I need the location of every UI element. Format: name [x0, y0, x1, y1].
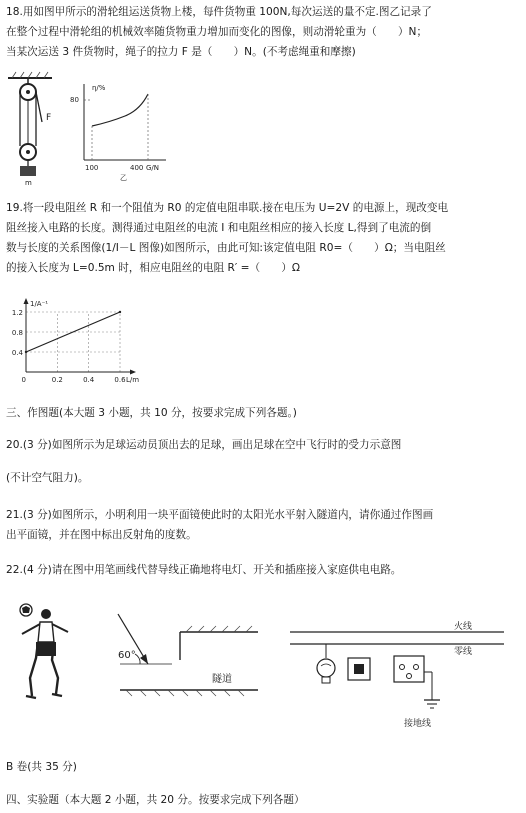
data-point — [25, 351, 27, 353]
q20-line-1: 20.(3 分)如图所示为足球运动员顶出去的足球，画出足球在空中飞行时的受力示意图 — [6, 439, 402, 451]
x-axis-arrow — [130, 370, 136, 375]
y-tick-label: 0.4 — [11, 349, 23, 357]
player-torso — [38, 622, 54, 642]
y-tick-80: 80 — [70, 96, 79, 104]
q20-text-2 — [6, 468, 518, 488]
q22-figure-circuit — [290, 620, 504, 732]
q19-line-1: 19.将一段电阻丝 R 和一个阻值为 R0 的定值电阻串联.接在电压为 U=2V 的电源上，现改变电 — [6, 202, 449, 214]
q20-text — [6, 435, 518, 455]
efficiency-curve — [92, 94, 148, 126]
q18-line-2: 在整个过程中滑轮组的机械效率随货物重力增加而变化的图像，则动滑轮重为（ ）N； — [6, 26, 428, 38]
section-4-title — [6, 790, 518, 810]
q19-text — [6, 198, 518, 278]
y-axis-label: 1/A⁻¹ — [30, 300, 49, 308]
x-tick-400: 400 — [130, 164, 144, 172]
live-wire-label: 火线 — [454, 622, 473, 632]
section-3-title — [6, 403, 518, 423]
y-axis-label: η/% — [92, 84, 106, 92]
q20-figure-soccer-player — [8, 598, 80, 706]
q18-line-3: 当某次运送 3 件货物时，绳子的拉力 F 是（ ）N。(不考虑绳重和摩擦) — [6, 46, 356, 58]
q21-figure-tunnel — [110, 614, 260, 714]
x-tick-label: 0.4 — [83, 376, 95, 384]
figure-caption-yi: 乙 — [120, 174, 127, 182]
q18-text — [6, 2, 518, 62]
q18-line-1: 18.用如图甲所示的滑轮组运送货物上楼，每件货物重 100N,每次运送的量不定.图乙记录了 — [6, 6, 432, 18]
q22-text — [6, 560, 518, 580]
q19-line-4: 的接入长度为 L=0.5m 时，相应电阻丝的电阻 R′ =（ ）Ω — [6, 262, 301, 274]
angle-label: 60° — [118, 650, 136, 661]
weight-label: m — [25, 179, 32, 187]
data-line-series-0 — [26, 312, 120, 352]
x-axis-label: G/N — [146, 164, 160, 172]
pull-rope — [36, 92, 42, 122]
x-tick-label: 0 — [21, 376, 26, 384]
q18-figure-pulley — [4, 72, 64, 187]
b-volume-label — [6, 757, 518, 777]
q21-line-2: 出平面镜，并在图中标出反射角的度数。 — [6, 529, 197, 541]
x-axis-label: L/m — [126, 376, 140, 384]
cargo-weight — [20, 166, 36, 176]
y-axis-arrow — [24, 298, 29, 304]
neutral-wire-label: 零线 — [454, 647, 473, 657]
b-volume-text: B 卷(共 35 分) — [6, 761, 77, 773]
q21-text — [6, 505, 518, 545]
player-head — [41, 609, 51, 619]
ray-arrow — [140, 654, 148, 664]
section-3-title-text: 三、作图题(本大题 3 小题，共 10 分，按要求完成下列各题。) — [6, 407, 297, 419]
section-4-title-text: 四、实验题（本大题 2 小题，共 20 分。按要求完成下列各题） — [6, 794, 305, 806]
data-point — [119, 311, 121, 313]
x-tick-100: 100 — [85, 164, 99, 172]
q22-line: 22.(4 分)请在图中用笔画线代替导线正确地将电灯、开关和插座接入家庭供电电路。 — [6, 564, 402, 576]
q20-line-2: (不计空气阻力)。 — [6, 472, 89, 484]
x-tick-label: 0.2 — [51, 376, 63, 384]
x-tick-label: 0.6 — [114, 376, 126, 384]
q18-figure-efficiency-graph — [70, 82, 170, 182]
tunnel-label: 隧道 — [212, 674, 232, 685]
q21-line-1: 21.(3 分)如图所示，小明利用一块平面镜使此时的太阳光水平射入隧道内，请你通过作图画 — [6, 509, 434, 521]
y-tick-label: 1.2 — [11, 309, 23, 317]
force-label: F — [46, 113, 52, 123]
y-tick-label: 0.8 — [11, 329, 23, 337]
q19-chart — [2, 300, 150, 390]
ground-wire-label: 接地线 — [404, 719, 432, 729]
light-bulb-icon — [317, 659, 335, 677]
q19-line-3: 数与长度的关系图像(1/I－L 图像)如图所示，由此可知:该定值电阻 R0=（ ）Ω；当电阻丝 — [6, 242, 446, 254]
q19-line-2: 阻丝接入电路的长度。测得通过电阻丝的电流 I 和电阻丝相应的接入长度 L,得到了电流的倒 — [6, 222, 432, 234]
